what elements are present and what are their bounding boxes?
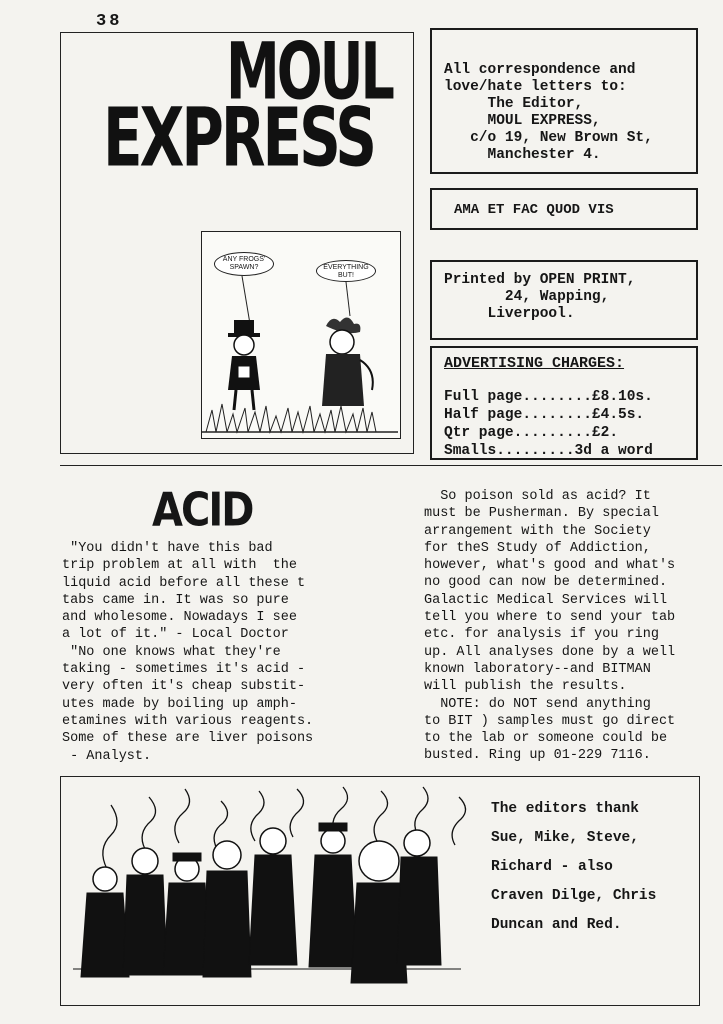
advertising-heading: ADVERTISING CHARGES: xyxy=(444,355,625,372)
advertising-rates xyxy=(444,388,653,460)
credits-line-4: Craven Dilge, Chris xyxy=(491,888,657,904)
credits-line-5: Duncan and Red. xyxy=(491,917,622,933)
credits-line-3: Richard - also xyxy=(491,859,613,875)
rate-row-smalls: Smalls.........3d a word xyxy=(444,443,653,459)
editors-group-illustration xyxy=(67,779,467,1003)
article-left-column: "You didn't have this bad trip problem at all with the liquid acid before all these t tabs came in. It was so pure and wholesome. Nowadays I see a lot of it." - Local Doctor "No one knows what they're taking - sometimes it's acid - very often it's cheap substit- utes made by boiling up amph- etamines with various reagents. Some of these are liver poisons - Analyst. xyxy=(62,541,314,764)
page-number: 38 xyxy=(96,12,123,31)
speech-bubble-left: ANY FROGS' SPAWN? xyxy=(214,252,274,276)
credits-panel xyxy=(60,776,700,1006)
printer-text: Printed by OPEN PRINT, 24, Wapping, Liverpool. xyxy=(444,272,636,322)
correspondence-box xyxy=(430,28,698,174)
rate-row-full-page: Full page........£8.10s. xyxy=(444,389,653,405)
rate-row-half-page: Half page........£4.5s. xyxy=(444,407,645,423)
correspondence-text: All correspondence and love/hate letters to: The Editor, MOUL EXPRESS, c/o 19, New Brown St, Manchester 4. xyxy=(444,62,653,163)
masthead-logo-line-1: MOUL xyxy=(226,25,392,118)
section-divider xyxy=(60,465,722,466)
cartoon-illustration xyxy=(201,231,401,439)
motto-box xyxy=(430,188,698,230)
speech-bubble-right: EVERYTHING BUT! xyxy=(316,260,376,282)
rate-row-quarter-page: Qtr page.........£2. xyxy=(444,425,619,441)
masthead-panel xyxy=(60,25,414,454)
printer-box xyxy=(430,260,698,340)
advertising-charges-box xyxy=(430,346,698,460)
motto-text: AMA ET FAC QUOD VIS xyxy=(454,202,614,218)
masthead-logo-line-2: EXPRESS xyxy=(103,90,375,186)
credits-line-2: Sue, Mike, Steve, xyxy=(491,830,639,846)
cartoon-drawing xyxy=(202,232,398,436)
credits-line-1: The editors thank xyxy=(491,801,639,817)
article-title: ACID xyxy=(152,484,253,537)
credits-list xyxy=(491,795,656,940)
article-right-column: So poison sold as acid? It must be Pusherman. By special arrangement with the Society for theS Study of Addiction, however, what's good and what's no good can now be determined. Galactic Medical Services will tell you where to send your tab etc. for analysis if you ring up. All analyses done by a well known laboratory--and BITMAN will publish the results. NOTE: do NOT send anything to BIT ) samples must go direct to the lab or someone could be busted. Ring up 01-229 7116. xyxy=(424,489,676,764)
